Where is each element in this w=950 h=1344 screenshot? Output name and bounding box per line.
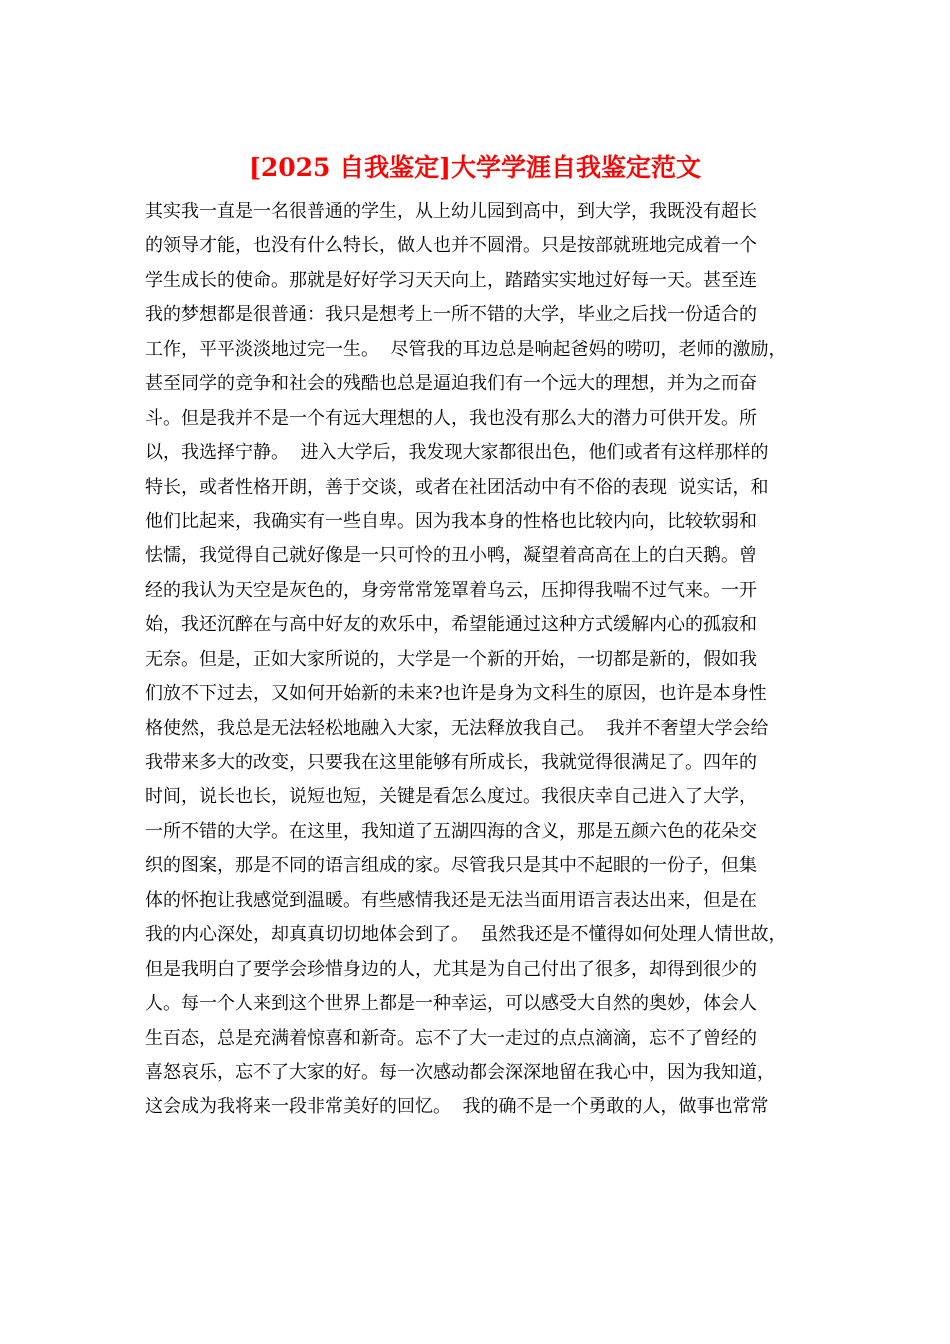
body-line: 生百态，总是充满着惊喜和新奇。忘不了大一走过的点点滴滴，忘不了曾经的 <box>145 1027 757 1049</box>
body-line: 的领导才能，也没有什么特长，做人也并不圆滑。只是按部就班地完成着一个 <box>145 235 757 257</box>
body-line: 人。每一个人来到这个世界上都是一种幸运，可以感受大自然的奥妙，体会人 <box>145 993 757 1015</box>
body-line: 工作，平平淡淡地过完一生。 尽管我的耳边总是响起爸妈的唠叨，老师的激励， <box>145 338 787 360</box>
body-line: 我的内心深处，却真真切切地体会到了。 虽然我还是不懂得如何处理人情世故， <box>145 924 787 946</box>
body-line: 织的图案，那是不同的语言组成的家。尽管我只是其中不起眼的一份子，但集 <box>145 855 757 877</box>
body-line: 体的怀抱让我感觉到温暖。有些感情我还是无法当面用语言表达出来，但是在 <box>145 889 757 911</box>
body-line: 们放不下过去，又如何开始新的未来?也许是身为文科生的原因，也许是本身性 <box>145 683 767 705</box>
body-line: 我带来多大的改变，只要我在这里能够有所成长，我就觉得很满足了。四年的 <box>145 752 757 773</box>
body-line: 无奈。但是，正如大家所说的，大学是一个新的开始，一切都是新的，假如我 <box>145 648 757 670</box>
body-line: 其实我一直是一名很普通的学生，从上幼儿园到高中，到大学，我既没有超长 <box>145 201 757 222</box>
body-line: 他们比起来，我确实有一些自卑。因为我本身的性格也比较内向，比较软弱和 <box>145 510 757 532</box>
body-line: 以，我选择宁静。 进入大学后，我发现大家都很出色，他们或者有这样那样的 <box>145 442 769 464</box>
body-line: 格使然，我总是无法轻松地融入大家，无法释放我自己。 我并不奢望大学会给 <box>145 717 769 739</box>
body-line: 时间，说长也长，说短也短，关键是看怎么度过。我很庆幸自己进入了大学， <box>145 786 757 808</box>
body-line: 但是我明白了要学会珍惜身边的人，尤其是为自己付出了很多，却得到很少的 <box>145 958 757 980</box>
body-line: 甚至同学的竞争和社会的残酷也总是逼迫我们有一个远大的理想，并为之而奋 <box>145 373 757 395</box>
body-line: 怯懦，我觉得自己就好像是一只可怜的丑小鸭，凝望着高高在上的白天鹅。曾 <box>145 545 757 567</box>
body-line: 一所不错的大学。在这里，我知道了五湖四海的含义，那是五颜六色的花朵交 <box>145 820 757 842</box>
body-line: 始，我还沉醉在与高中好友的欢乐中，希望能通过这种方式缓解内心的孤寂和 <box>145 614 757 636</box>
body-line: 我的梦想都是很普通：我只是想考上一所不错的大学，毕业之后找一份适合的 <box>145 304 757 326</box>
document-title: [2025 自我鉴定]大学学涯自我鉴定范文 <box>249 153 701 182</box>
body-line: 斗。但是我并不是一个有远大理想的人，我也没有那么大的潜力可供开发。所 <box>145 407 757 429</box>
body-line: 学生成长的使命。那就是好好学习天天向上，踏踏实实地过好每一天。甚至连 <box>145 269 757 291</box>
body-line: 特长，或者性格开朗，善于交谈，或者在社团活动中有不俗的表现 说实话，和 <box>145 476 769 498</box>
document-body <box>145 195 825 1125</box>
body-line: 这会成为我将来一段非常美好的回忆。 我的确不是一个勇敢的人，做事也常常 <box>145 1096 769 1118</box>
body-line: 经的我认为天空是灰色的，身旁常常笼罩着乌云，压抑得我喘不过气来。一开 <box>145 579 757 601</box>
body-line: 喜怒哀乐，忘不了大家的好。每一次感动都会深深地留在我心中，因为我知道， <box>145 1061 775 1083</box>
